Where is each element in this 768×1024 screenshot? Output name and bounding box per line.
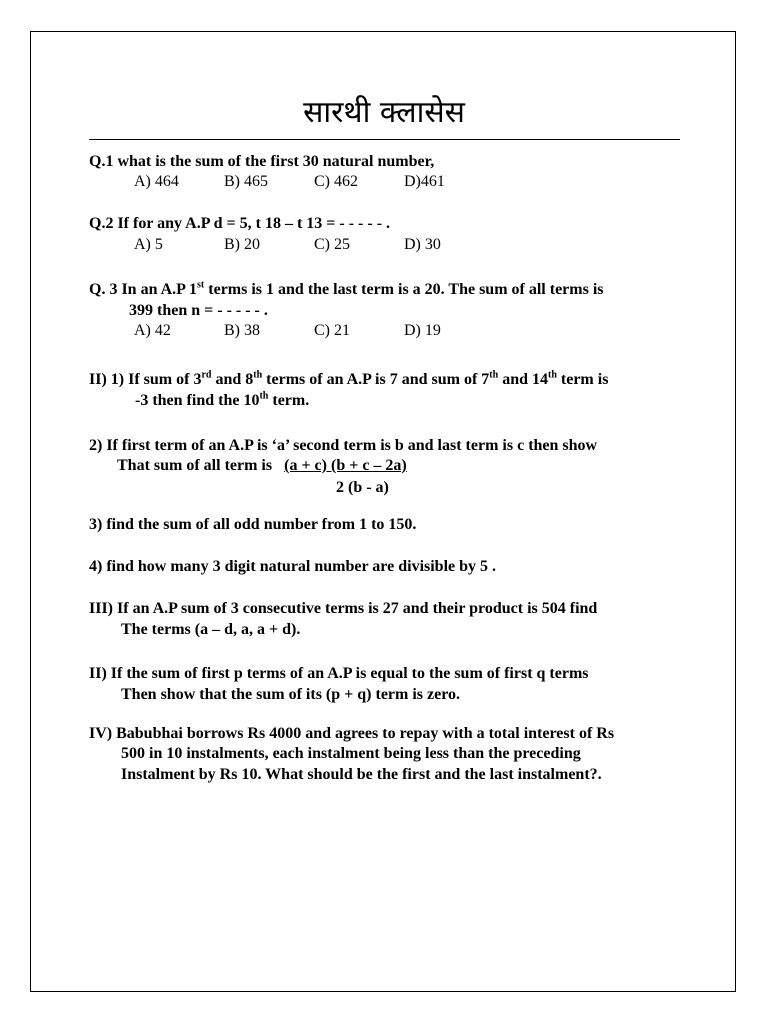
section-3-line-1: III) If an A.P sum of 3 consecutive terms is 27 and their product is 504 find — [89, 600, 598, 617]
option-d: D) 19 — [404, 322, 441, 339]
section-4-line-1: IV) Babubhai borrows Rs 4000 and agrees to repay with a total interest of Rs — [89, 725, 615, 742]
option-d: D)461 — [404, 173, 445, 190]
option-a: A) 5 — [134, 236, 163, 253]
text-part: terms is 1 and the last term is a 20. The sum of all terms is — [204, 281, 604, 298]
section-2-q2-line-1: 2) If first term of an A.P is ‘a’ second term is b and last term is c then show — [89, 437, 598, 454]
text-part: term. — [268, 392, 310, 409]
superscript: th — [259, 390, 269, 402]
text-part: terms of an A.P is 7 and sum of 7 — [262, 371, 490, 388]
section-2-q2-line-2 — [117, 456, 407, 476]
question-1-options — [134, 172, 445, 192]
option-b: B) 20 — [224, 236, 260, 253]
text-part: II) 1) If sum of 3 — [89, 371, 202, 388]
superscript: th — [547, 369, 557, 381]
section-4-line-3: Instalment by Rs 10. What should be the first and the last instalment?. — [121, 766, 602, 783]
text-part: That sum of all term is — [117, 457, 273, 474]
question-3-line-2: 399 then n = - - - - - . — [129, 302, 268, 319]
option-a: A) 464 — [134, 173, 179, 190]
superscript: rd — [201, 369, 212, 381]
question-2-text: Q.2 If for any A.P d = 5, t 18 – t 13 = - - - - - . — [89, 215, 391, 232]
title-divider — [89, 139, 680, 140]
text-part: Q. 3 In an A.P 1 — [89, 281, 198, 298]
superscript: st — [197, 279, 205, 291]
section-2-q3-text: 3) find the sum of all odd number from 1 to 150. — [89, 516, 417, 533]
superscript: th — [489, 369, 499, 381]
section-2-q4-text: 4) find how many 3 digit natural number are divisible by 5 . — [89, 558, 497, 575]
section-2-q1-line-2 — [135, 391, 309, 411]
section-2-q1-line-1 — [89, 370, 608, 390]
option-d: D) 30 — [404, 236, 441, 253]
text-part: term is — [556, 371, 609, 388]
superscript: th — [253, 369, 263, 381]
option-c: C) 21 — [314, 322, 350, 339]
question-2-options — [134, 235, 441, 255]
section-2b-line-2: Then show that the sum of its (p + q) term is zero. — [121, 686, 461, 703]
section-2b-line-1: II) If the sum of first p terms of an A.P is equal to the sum of first q terms — [89, 665, 589, 682]
option-c: C) 25 — [314, 236, 350, 253]
question-1-text: Q.1 what is the sum of the first 30 natural number, — [89, 153, 435, 170]
option-a: A) 42 — [134, 322, 171, 339]
text-part: and 14 — [498, 371, 548, 388]
fraction-numerator: (a + c) (b + c – 2a) — [284, 457, 407, 474]
text-part: and 8 — [211, 371, 254, 388]
option-b: B) 465 — [224, 173, 268, 190]
section-3-line-2: The terms (a – d, a, a + d). — [121, 621, 301, 638]
question-3-line-1 — [89, 280, 604, 300]
option-b: B) 38 — [224, 322, 260, 339]
question-3-options — [134, 321, 441, 341]
option-c: C) 462 — [314, 173, 358, 190]
fraction-denominator: 2 (b - a) — [336, 479, 389, 496]
text-part: -3 then find the 10 — [135, 392, 260, 409]
page-title: सारथी क्लासेस — [303, 95, 465, 130]
section-4-line-2: 500 in 10 instalments, each instalment being less than the preceding — [121, 745, 581, 762]
